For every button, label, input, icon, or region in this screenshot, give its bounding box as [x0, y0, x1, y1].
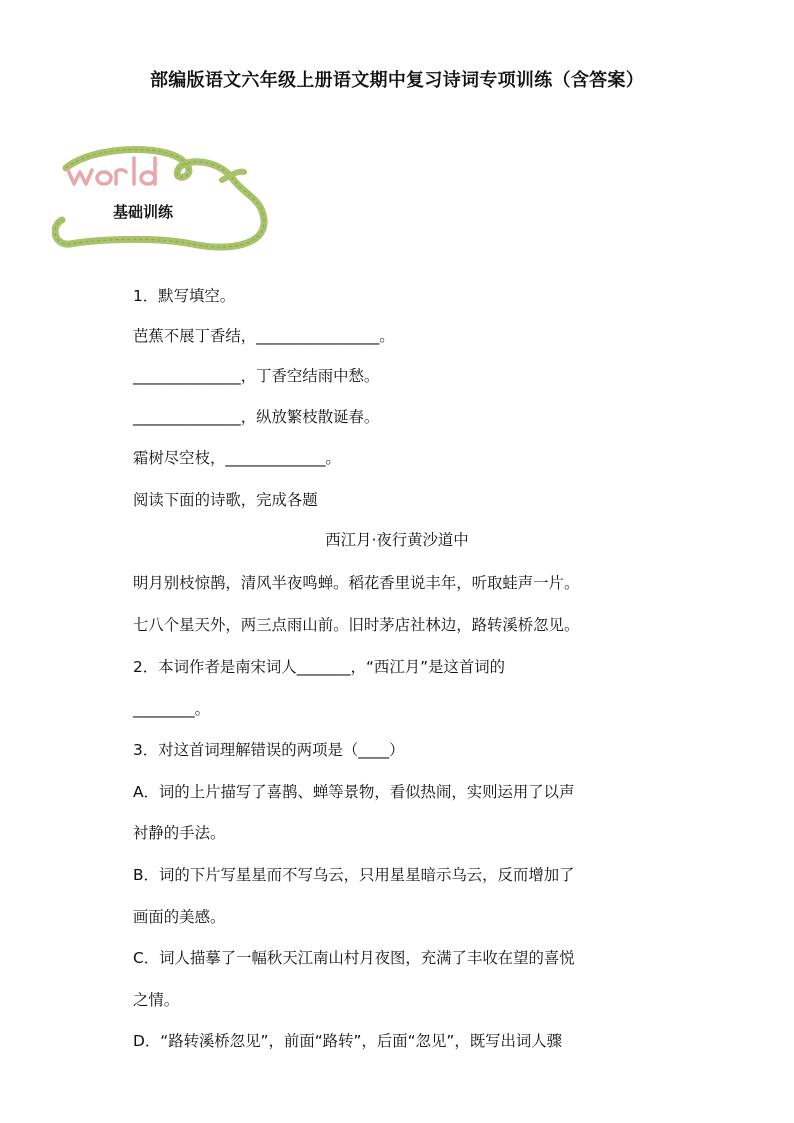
poem-line: 明月别枝惊鹊，清风半夜鸣蝉。稻花香里说丰年，听取蛙声一片。 — [133, 574, 580, 592]
option-b-continued: 画面的美感。 — [133, 908, 226, 926]
option-d: D．“路转溪桥忽见”，前面“路转”，后面“忽见”，既写出词人骤 — [133, 1032, 563, 1050]
fill-blank-line: ______________，丁香空结雨中愁。 — [133, 367, 380, 385]
section-badge — [52, 140, 282, 260]
option-c: C．词人描摹了一幅秋天江南山村月夜图，充满了丰收在望的喜悦 — [133, 949, 575, 967]
fill-blank-line: 芭蕉不展丁香结，________________。 — [133, 327, 395, 345]
fill-blank-line: ______________，纵放繁枝散诞春。 — [133, 408, 380, 426]
question-2-continued: ________。 — [133, 700, 210, 718]
document-title: 部编版语文六年级上册语文期中复习诗词专项训练（含答案） — [149, 70, 645, 91]
option-a-continued: 衬静的手法。 — [133, 824, 226, 842]
fill-blank-line: 霜树尽空枝，_____________。 — [133, 449, 341, 467]
question-2: 2．本词作者是南宋词人_______，“西江月”是这首词的 — [133, 658, 506, 676]
option-b: B．词的下片写星星而不写乌云，只用星星暗示乌云，反而增加了 — [133, 866, 575, 884]
question-1-heading: 1．默写填空。 — [133, 287, 236, 305]
poem-title: 西江月·夜行黄沙道中 — [325, 531, 469, 549]
ribbon-decoration-icon — [52, 140, 282, 260]
question-3: 3．对这首词理解错误的两项是（____） — [133, 741, 405, 759]
poem-line: 七八个星天外，两三点雨山前。旧时茅店社林边，路转溪桥忽见。 — [133, 616, 580, 634]
reading-instruction: 阅读下面的诗歌，完成各题 — [133, 491, 318, 509]
section-heading: 基础训练 — [113, 203, 174, 221]
option-a: A．词的上片描写了喜鹊、蝉等景物，看似热闹，实则运用了以声 — [133, 783, 575, 801]
option-c-continued: 之情。 — [133, 991, 180, 1009]
